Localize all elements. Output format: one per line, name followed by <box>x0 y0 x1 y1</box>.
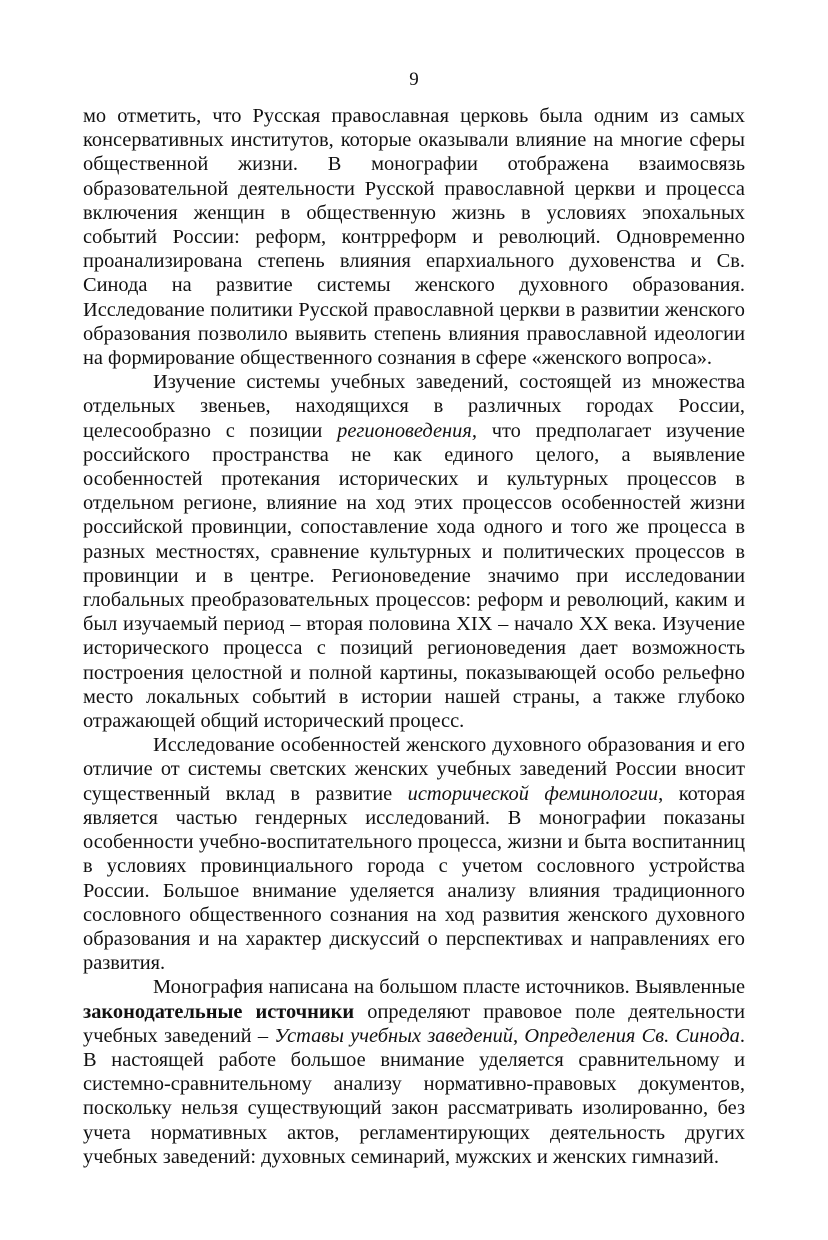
term-legislative-sources: законодательные источники <box>83 1000 355 1023</box>
body-text <box>83 104 745 1169</box>
paragraph-4-text-d: . В настоящей работе большое внимание уделяется сравнительному и системно-сравнительному анализу нормативно-правовых документов, поскольку нельзя существующий закон рассматривать изолированно, без учета нормативных актов, регламентирующих деятельность других учебных заведений: духовных семинарий, мужских и женских гимназий. <box>83 1024 745 1168</box>
term-charters: Уставы учебных заведений <box>274 1024 513 1047</box>
paragraph-4-text-a: Монография написана на большом пласте источников. Выявленные <box>153 976 745 999</box>
paragraph-4-text-b: определяют правовое поле деятельности учебных заведений – <box>83 1000 745 1047</box>
paragraph-2-text-a: Изучение системы учебных заведений, состоящей из множества отдельных звеньев, находящихся в различных городах России, целесообразно с позиции <box>83 371 745 442</box>
page-number: 9 <box>409 69 419 90</box>
paragraph-1-text: мо отметить, что Русская православная церковь была одним из самых консервативных институтов, которые оказывали влияние на многие сферы общественной жизни. В монографии отображена взаимосвязь образовательной деятельности Русской православной церкви и процесса включения женщин в общественную жизнь в условиях эпохальных событий России: реформ, контрреформ и революций. Одновременно проанализирована степень влияния епархиального духовенства и Св. Синода на развитие системы женского духовного образования. Исследование политики Русской православной церкви в развитии женского образования позволило выявить степень влияния православной идеологии на формирование общественного сознания в сфере «женского вопроса». <box>83 105 745 370</box>
paragraph-4 <box>83 975 745 1169</box>
paragraph-2 <box>83 370 745 733</box>
paragraph-3-text-a: Исследование особенностей женского духовного образования и его отличие от системы светских женских учебных заведений России вносит существенный вклад в развитие <box>83 734 745 805</box>
term-regionovedenie: регионоведения, <box>337 419 477 442</box>
paragraph-4-text-c: , <box>513 1024 525 1047</box>
term-synod-definitions: Определения Св. Синода <box>524 1024 740 1047</box>
term-feminologiya: исторической феминологии <box>407 782 659 805</box>
paragraph-1 <box>83 104 745 370</box>
paragraph-3 <box>83 733 745 975</box>
paragraph-2-text-b: что предполагает изучение российского пространства не как единого целого, а выявление особенностей протекания исторических и культурных процессов в отдельном регионе, влияние на ход этих процессов особенностей жизни российской провинции, сопоставление хода одного и того же процесса в разных местностях, сравнение культурных и политических процессов в провинции и в центре. Регионоведение значимо при исследовании глобальных преобразовательных процессов: реформ и революций, каким и был изучаемый период – вторая половина XIX – начало XX века. Изучение исторического процесса с позиций регионоведения дает возможность построения целостной и полной картины, показывающей особо рельефно место локальных событий в истории нашей страны, а также глубоко отражающей общий исторический процесс. <box>83 419 745 733</box>
paragraph-3-text-b: , которая является частью гендерных исследований. В монографии показаны особенности учебно-воспитательного процесса, жизни и быта воспитанниц в условиях провинциального города с учетом сословного устройства России. Большое внимание уделяется анализу влияния традиционного сословного общественного сознания на ход развития женского духовного образования и на характер дискуссий о перспективах и направлениях его развития. <box>83 782 745 975</box>
